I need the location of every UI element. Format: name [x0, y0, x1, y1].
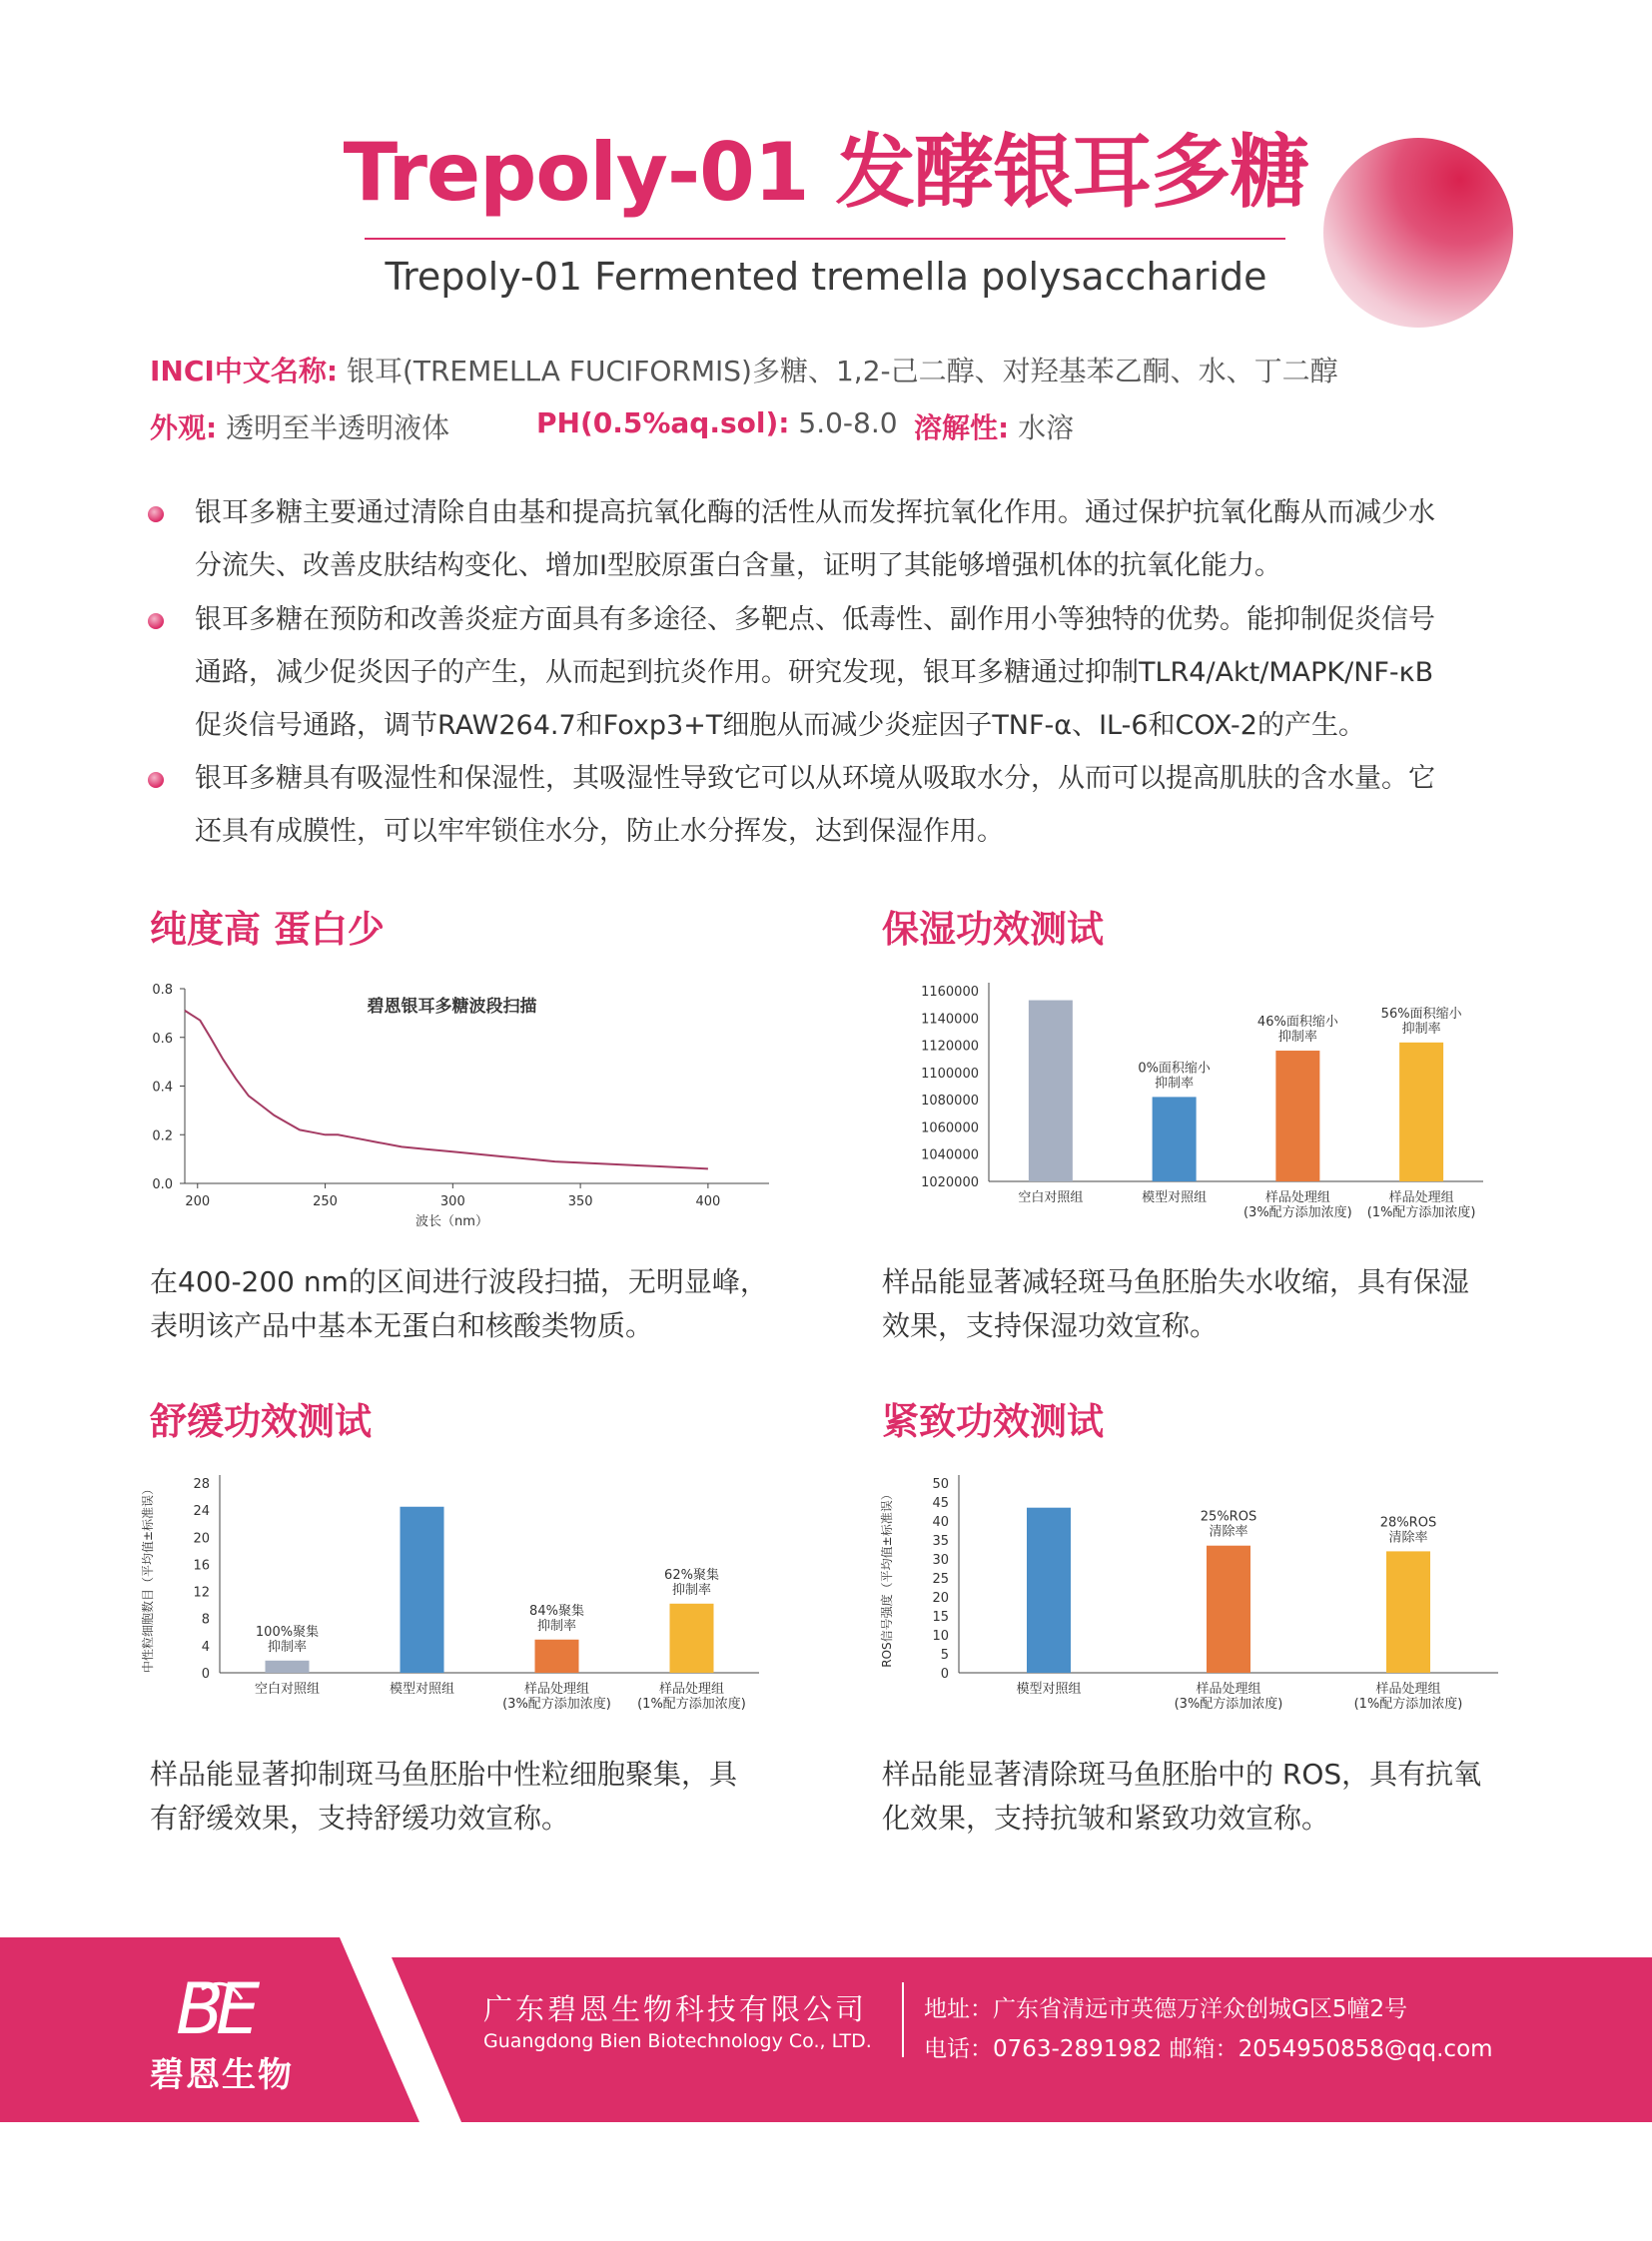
y-tick-label: 20	[932, 1591, 949, 1606]
desc-line: 样品能显著清除斑马鱼胚胎中的 ROS，具有抗氧	[882, 1758, 1482, 1791]
y-tick-label: 0.6	[152, 1031, 173, 1047]
category-label: 空白对照组	[1018, 1190, 1084, 1205]
bar-annotation: 抑制率	[1277, 1030, 1317, 1046]
solubility-value: 水溶	[1018, 411, 1075, 444]
footer-divider	[902, 1982, 904, 2057]
category-label: 样品处理组	[523, 1682, 590, 1697]
solubility-row	[914, 406, 1074, 446]
bar-annotation: 抑制率	[267, 1639, 308, 1655]
bullet-item	[150, 486, 1508, 592]
svg-text:E: E	[216, 1969, 261, 2049]
desc-line: 样品能显著减轻斑马鱼胚胎失水收缩，具有保湿	[882, 1265, 1470, 1298]
y-tick-label: 30	[932, 1553, 949, 1568]
y-tick-label: 45	[932, 1496, 949, 1511]
x-tick-label: 300	[439, 1194, 465, 1209]
bullet-line: 银耳多糖在预防和改善炎症方面具有多途径、多靶点、低毒性、副作用小等独特的优势。能抑制促炎信号	[195, 604, 1435, 635]
desc-line: 化效果，支持抗皱和紧致功效宣称。	[882, 1802, 1330, 1835]
brand-name: 碧恩生物	[150, 2055, 294, 2095]
appearance-value: 透明至半透明液体	[226, 411, 450, 444]
bar	[670, 1604, 714, 1673]
company-contact: 电话：0763-2891982 邮箱：2054950858@qq.com	[924, 2036, 1493, 2062]
appearance-row	[150, 406, 449, 446]
bullet-dot-icon	[148, 506, 164, 522]
bar-annotation: 28%ROS	[1379, 1515, 1437, 1531]
y-tick-label: 5	[940, 1648, 949, 1663]
bar-annotation: 抑制率	[1155, 1076, 1195, 1092]
bullet-text	[195, 593, 1508, 752]
inci-row	[150, 350, 1338, 389]
page-subtitle: Trepoly-01 Fermented tremella polysaccharide	[385, 255, 1267, 299]
bullet-line: 银耳多糖具有吸湿性和保湿性，其吸湿性导致它可以从环境从吸取水分，从而可以提高肌肤的含水量。它	[195, 763, 1435, 794]
solubility-label: 溶解性:	[914, 411, 1010, 444]
y-tick-label: 0.0	[152, 1177, 173, 1192]
category-label: (3%配方添加浓度)	[1242, 1205, 1352, 1220]
bullet-item	[150, 593, 1508, 752]
y-tick-label: 0.2	[152, 1128, 173, 1144]
category-label: (1%配方添加浓度)	[1353, 1697, 1463, 1712]
y-tick-label: 28	[193, 1477, 210, 1492]
y-tick-label: 4	[201, 1639, 210, 1655]
desc-line: 有舒缓效果，支持舒缓功效宣称。	[150, 1802, 570, 1835]
category-label: (1%配方添加浓度)	[1366, 1205, 1476, 1220]
y-tick-label: 15	[932, 1610, 949, 1625]
bar-annotation: 25%ROS	[1200, 1509, 1257, 1525]
bar	[1207, 1546, 1250, 1673]
bullet-text	[195, 752, 1508, 858]
soothing-description	[150, 1753, 737, 1841]
bar	[1153, 1097, 1197, 1181]
wavelength-scan-chart	[140, 974, 779, 1243]
company-name-cn: 广东碧恩生物科技有限公司	[483, 1992, 868, 2026]
chart-title: 碧恩银耳多糖波段扫描	[367, 997, 537, 1017]
x-tick-label: 250	[313, 1194, 338, 1209]
y-tick-label: 8	[201, 1612, 210, 1628]
svg-text:B: B	[176, 1969, 225, 2049]
bar	[1386, 1551, 1430, 1673]
category-label: 样品处理组	[1264, 1190, 1330, 1205]
absorbance-line	[185, 1011, 708, 1169]
bar	[1399, 1043, 1443, 1181]
category-label: 样品处理组	[1196, 1682, 1261, 1697]
bar-annotation: 清除率	[1388, 1530, 1428, 1546]
y-tick-label: 0	[940, 1667, 949, 1682]
category-label: 模型对照组	[1142, 1190, 1208, 1205]
soothing-bar-chart	[140, 1468, 779, 1738]
ph-value: 5.0-8.0	[798, 406, 898, 439]
moisture-description	[882, 1260, 1469, 1348]
page-title: Trepoly-01 发酵银耳多糖	[343, 126, 1309, 219]
bar	[1029, 1001, 1073, 1181]
desc-line: 在400-200 nm的区间进行波段扫描，无明显峰，	[150, 1265, 768, 1298]
bar-annotation: 抑制率	[1401, 1021, 1441, 1037]
category-label: (1%配方添加浓度)	[637, 1697, 746, 1712]
y-tick-label: 1020000	[921, 1175, 979, 1190]
y-tick-label: 1160000	[921, 985, 979, 1000]
ph-label: PH(0.5%aq.sol):	[536, 406, 790, 439]
y-tick-label: 1100000	[921, 1066, 979, 1082]
y-axis-label: 中性粒细胞数目（平均值±标准误）	[141, 1482, 155, 1674]
y-tick-label: 10	[932, 1629, 949, 1644]
y-tick-label: 1060000	[921, 1120, 979, 1136]
bullet-dot-icon	[148, 772, 164, 788]
bar	[401, 1507, 444, 1673]
category-label: (3%配方添加浓度)	[1174, 1697, 1283, 1712]
bar-annotation: 84%聚集	[529, 1603, 584, 1619]
bar-annotation: 46%面积缩小	[1256, 1015, 1338, 1031]
x-tick-label: 350	[567, 1194, 593, 1209]
company-name-en: Guangdong Bien Biotechnology Co., LTD.	[483, 2030, 872, 2052]
y-tick-label: 24	[193, 1504, 210, 1520]
x-tick-label: 200	[185, 1194, 211, 1209]
bullet-item	[150, 752, 1508, 858]
inci-label: INCI中文名称:	[150, 355, 339, 387]
y-tick-label: 12	[193, 1585, 210, 1601]
bar	[266, 1661, 310, 1673]
bullet-text	[195, 486, 1508, 592]
desc-line: 样品能显著抑制斑马鱼胚胎中性粒细胞聚集，具	[150, 1758, 738, 1791]
bar-annotation: 62%聚集	[664, 1567, 719, 1583]
x-axis-label: 波长（nm）	[415, 1214, 488, 1229]
y-tick-label: 1140000	[921, 1012, 979, 1028]
category-label: 模型对照组	[1016, 1682, 1082, 1697]
title-divider	[365, 238, 1285, 240]
category-label: 模型对照组	[389, 1682, 455, 1697]
y-tick-label: 20	[193, 1531, 210, 1547]
section-title-moisture: 保湿功效测试	[882, 908, 1104, 951]
bullet-dot-icon	[148, 613, 164, 629]
company-logo	[172, 1969, 282, 2049]
desc-line: 表明该产品中基本无蛋白和核酸类物质。	[150, 1309, 654, 1342]
bullet-line: 银耳多糖主要通过清除自由基和提高抗氧化酶的活性从而发挥抗氧化作用。通过保护抗氧化酶从而减少水	[195, 497, 1435, 528]
bar-annotation: 抑制率	[536, 1618, 577, 1634]
bar-annotation: 清除率	[1209, 1524, 1248, 1540]
y-tick-label: 25	[932, 1572, 949, 1587]
y-tick-label: 1120000	[921, 1039, 979, 1055]
bullet-line: 还具有成膜性，可以牢牢锁住水分，防止水分挥发，达到保湿作用。	[195, 816, 1004, 847]
y-tick-label: 40	[932, 1515, 949, 1530]
firming-description	[882, 1753, 1481, 1841]
category-label: 样品处理组	[658, 1682, 725, 1697]
desc-line: 效果，支持保湿功效宣称。	[882, 1309, 1219, 1342]
bar-annotation: 56%面积缩小	[1380, 1006, 1462, 1022]
y-tick-label: 1040000	[921, 1147, 979, 1163]
y-tick-label: 16	[193, 1558, 210, 1574]
category-label: (3%配方添加浓度)	[502, 1697, 611, 1712]
bar	[1027, 1508, 1071, 1673]
appearance-label: 外观:	[150, 411, 218, 444]
bar	[1275, 1051, 1319, 1181]
bullet-line: 通路，减少促炎因子的产生，从而起到抗炎作用。研究发现，银耳多糖通过抑制TLR4/Akt/MAPK/NF-κB	[195, 657, 1434, 688]
bullet-line: 分流失、改善皮肤结构变化、增加I型胶原蛋白含量，证明了其能够增强机体的抗氧化能力。	[195, 550, 1281, 581]
category-label: 样品处理组	[1375, 1682, 1441, 1697]
y-tick-label: 0	[201, 1667, 210, 1682]
bar-annotation: 0%面积缩小	[1138, 1061, 1211, 1077]
y-tick-label: 0.4	[152, 1080, 173, 1096]
ph-row	[536, 406, 898, 439]
x-tick-label: 400	[695, 1194, 721, 1209]
y-axis-label: ROS信号强度（平均值±标准误）	[880, 1488, 894, 1668]
y-tick-label: 50	[932, 1477, 949, 1492]
firming-bar-chart	[879, 1468, 1518, 1738]
category-label: 空白对照组	[254, 1682, 321, 1697]
purity-description	[150, 1260, 768, 1348]
section-title-firming: 紧致功效测试	[882, 1400, 1104, 1443]
inci-value: 银耳(TREMELLA FUCIFORMIS)多糖、1,2-己二醇、对羟基苯乙酮、水、丁二醇	[346, 355, 1338, 387]
bar-annotation: 抑制率	[671, 1582, 712, 1598]
moisture-bar-chart	[879, 979, 1518, 1238]
section-title-soothing: 舒缓功效测试	[150, 1400, 372, 1443]
bar	[535, 1640, 579, 1673]
bar-annotation: 100%聚集	[255, 1624, 320, 1640]
y-tick-label: 1080000	[921, 1094, 979, 1110]
company-address: 地址：广东省清远市英德万洋众创城G区5幢2号	[924, 1996, 1408, 2022]
bullet-line: 促炎信号通路，调节RAW264.7和Foxp3+T细胞从而减少炎症因子TNF-α、IL-6和COX-2的产生。	[195, 710, 1365, 741]
category-label: 样品处理组	[1388, 1190, 1454, 1205]
section-title-purity: 纯度高 蛋白少	[150, 908, 385, 951]
y-tick-label: 0.8	[152, 983, 173, 998]
y-tick-label: 35	[932, 1534, 949, 1549]
